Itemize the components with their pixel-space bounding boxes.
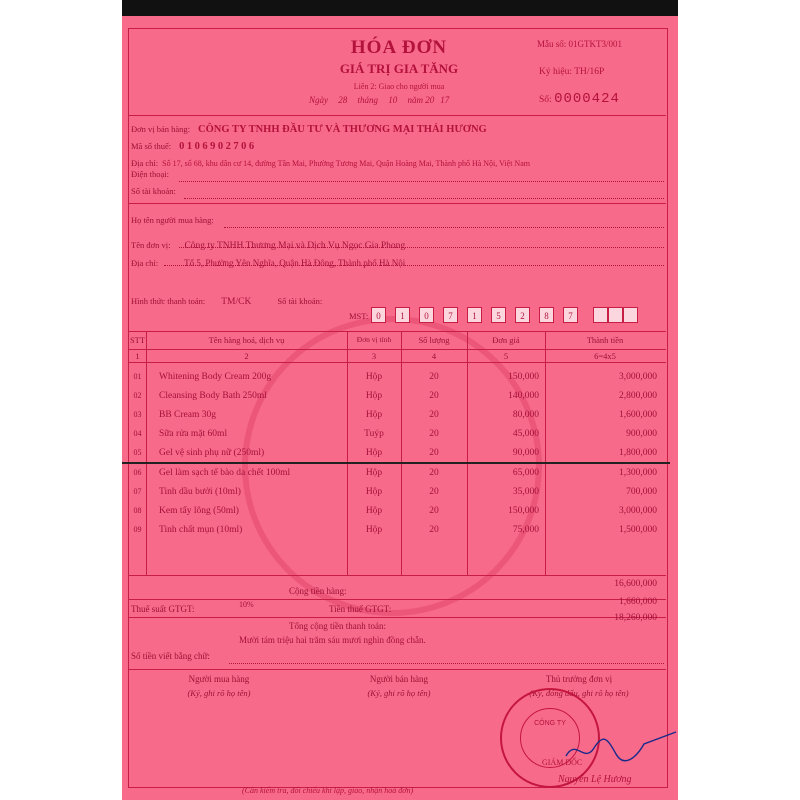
footer-note: (Cần kiểm tra, đối chiếu khi lập, giao, nhận hoá đơn) (242, 786, 414, 795)
invoice-serial: Số: 0000424 (539, 91, 620, 107)
index-cell: 3 (371, 351, 377, 361)
mst-digit: 8 (539, 307, 554, 323)
seller-address-line: Địa chỉ: Số 17, số 68, khu dân cư 14, đường Tân Mai, Phường Tương Mai, Quận Hoàng Mai, Thành phố Hà Nội, Việt Nam (131, 158, 530, 168)
seller-tax-line: Mã số thuế: 0106902706 (131, 141, 257, 152)
mst-digit: 0 (419, 307, 434, 323)
invoice-paper (122, 16, 678, 800)
seller-name-line: Đơn vị bán hàng: CÔNG TY TNHH ĐẦU TƯ VÀ THƯƠNG MẠI THÁI HƯƠNG (131, 124, 487, 135)
seller-account-label: Số tài khoản: (131, 186, 176, 196)
subtotal-label: Cộng tiền hàng: (289, 586, 347, 596)
seller-signature-title: Người bán hàng (369, 674, 429, 684)
seller-phone-label: Điện thoại: (131, 169, 170, 179)
col-header-price: Đơn giá (492, 335, 520, 345)
mst-digit: 1 (395, 307, 410, 323)
mst-digit: 7 (443, 307, 458, 323)
index-cell: 1 (135, 351, 140, 361)
mst-boxes (371, 307, 661, 323)
invoice-frame: HÓA ĐƠN GIÁ TRỊ GIA TĂNG Liên 2: Giao cho người mua Ngày 28 tháng 10 năm 20 17 Mẫu số: 01GTKT3/001 Ký hiệu: TH/16P Số: 0000424 Đơn vị bán hàng: CÔNG TY TNHH ĐẦU TƯ VÀ THƯƠNG MẠI THÁI HƯƠNG Mã số thuế: 0106902706 Địa chỉ: Số 17, số 68, khu dân cư 14, đường Tân Mai, Phường Tương Mai, Quận Hoàng Mai, Thành phố Hà Nội, Việt Nam Điện thoại: Số tài khoản: Họ tên người mua hàng: Tên đơn vị: Công ty TNHH Thương Mại và Dịch Vụ Ngọc Gia Phong Địa chỉ: Tổ 5, Phường Yên Nghĩa, Quận Hà Đông, Thành phố Hà Nội Hình thức thanh toán: TM/CK Số tài khoản: MST: 0 1 0 7 1 5 2 8 7 STT Tên hàng hoá, dịch vụ Đơn vị tính Số lượng Đơn giá Thành tiền 1 2 3 4 5 6=4x5 01 Whitening Body Cream 200g Hộp 20 150,000 3,000,000 02 Cleansing Body Bath 250ml Hộp 20 140,000 2,800,000 03 BB Cream 30g Hộp 20 80,000 1,600,000 04 Sữa rửa mặt 60ml Tuýp 20 45,000 900,000 05 Gel vệ sinh phụ nữ (250ml) Hộp 20 90,000 1,800,000 06 Gel làm sạch tế bào da chết 100ml Hộp 20 65,000 1,300,000 07 Tinh dầu bưởi (10ml) Hộp 20 35,000 700,000 08 Kem tẩy lông (50ml) Hộp 20 150,000 3,000,000 09 Tinh chất mụn (10ml) Hộp 20 75,000 1,500,000 Cộng tiền hàng: 16,600,000 Thuế suất GTGT: 10% Tiền thuế GTGT: 1,660,000 Tổng cộng tiền thanh toán: 18,260,000 Mười tám triệu hai trăm sáu mươi nghìn đồng chẵn. Số tiền viết bằng chữ: Người mua hàng (Ký, ghi rõ họ tên) Người bán hàng (Ký, ghi rõ họ tên) Thủ trưởng đơn vị (Ký, đóng dấu, ghi rõ họ tên) (128, 28, 668, 788)
mst-digit: 0 (371, 307, 386, 323)
subtotal-value: 16,600,000 (614, 579, 657, 589)
index-cell: 2 (244, 351, 249, 361)
mst-digit (593, 307, 608, 323)
buyer-unit-line: Tên đơn vị: Công ty TNHH Thương Mại và Dịch Vụ Ngọc Gia Phong (131, 240, 406, 251)
top-black-bar (122, 0, 678, 16)
mst-digit: 1 (467, 307, 482, 323)
col-header-amount: Thành tiền (586, 335, 624, 345)
mst-digit (623, 307, 638, 323)
col-header-name: Tên hàng hoá, dịch vụ (208, 335, 285, 345)
buyer-person-label: Họ tên người mua hàng: (131, 215, 214, 225)
invoice-title: HÓA ĐƠN (350, 37, 448, 58)
seal-text: CÔNG TY (534, 720, 566, 727)
buyer-signature-title: Người mua hàng (188, 674, 250, 684)
invoice-subtitle: GIÁ TRỊ GIA TĂNG (339, 61, 459, 76)
mst-digit: 7 (563, 307, 578, 323)
vat-label: Tiền thuế GTGT: (329, 604, 392, 614)
mst-digit: 5 (491, 307, 506, 323)
vat-rate-value: 10% (239, 600, 254, 609)
amount-in-words: Mười tám triệu hai trăm sáu mươi nghìn đồng chẵn. (239, 635, 426, 645)
signer-name: Nguyễn Lệ Hương (558, 774, 632, 785)
seller-signature-hint: (Ký, ghi rõ họ tên) (367, 688, 431, 698)
index-cell: 5 (503, 351, 509, 361)
head-signature-hint: (Ký, đóng dấu, ghi rõ họ tên) (529, 688, 629, 698)
buyer-mst-label: MST: (349, 311, 369, 321)
payment-line: Hình thức thanh toán: TM/CK Số tài khoản: (131, 296, 323, 307)
vat-value: 1,660,000 (619, 597, 657, 607)
head-signature-title: Thủ trưởng đơn vị (545, 674, 613, 684)
col-header-qty: Số lượng (418, 335, 450, 345)
index-cell: 6=4x5 (594, 351, 616, 361)
vat-rate-label: Thuế suất GTGT: (131, 604, 195, 614)
black-crease-line (122, 462, 670, 464)
index-cell: 4 (431, 351, 437, 361)
invoice-date: Ngày 28 tháng 10 năm 20 17 (309, 95, 450, 105)
copy-note: Liên 2: Giao cho người mua (353, 82, 445, 91)
grand-total-value: 18,260,000 (614, 613, 657, 623)
form-number: Mẫu số: 01GTKT3/001 (537, 39, 622, 49)
col-header-stt: STT (129, 335, 146, 345)
buyer-signature-hint: (Ký, ghi rõ họ tên) (187, 688, 251, 698)
mst-digit: 2 (515, 307, 530, 323)
mst-digit (608, 307, 623, 323)
grand-total-label: Tổng cộng tiền thanh toán: (289, 621, 386, 631)
director-title: GIÁM ĐỐC (542, 758, 583, 767)
invoice-symbol: Ký hiệu: TH/16P (539, 67, 605, 77)
col-header-unit: Đơn vị tính (356, 335, 392, 344)
amount-in-words-label: Số tiền viết bằng chữ: (131, 651, 210, 661)
buyer-address-line: Địa chỉ: Tổ 5, Phường Yên Nghĩa, Quận Hà Đông, Thành phố Hà Nội (131, 258, 406, 268)
